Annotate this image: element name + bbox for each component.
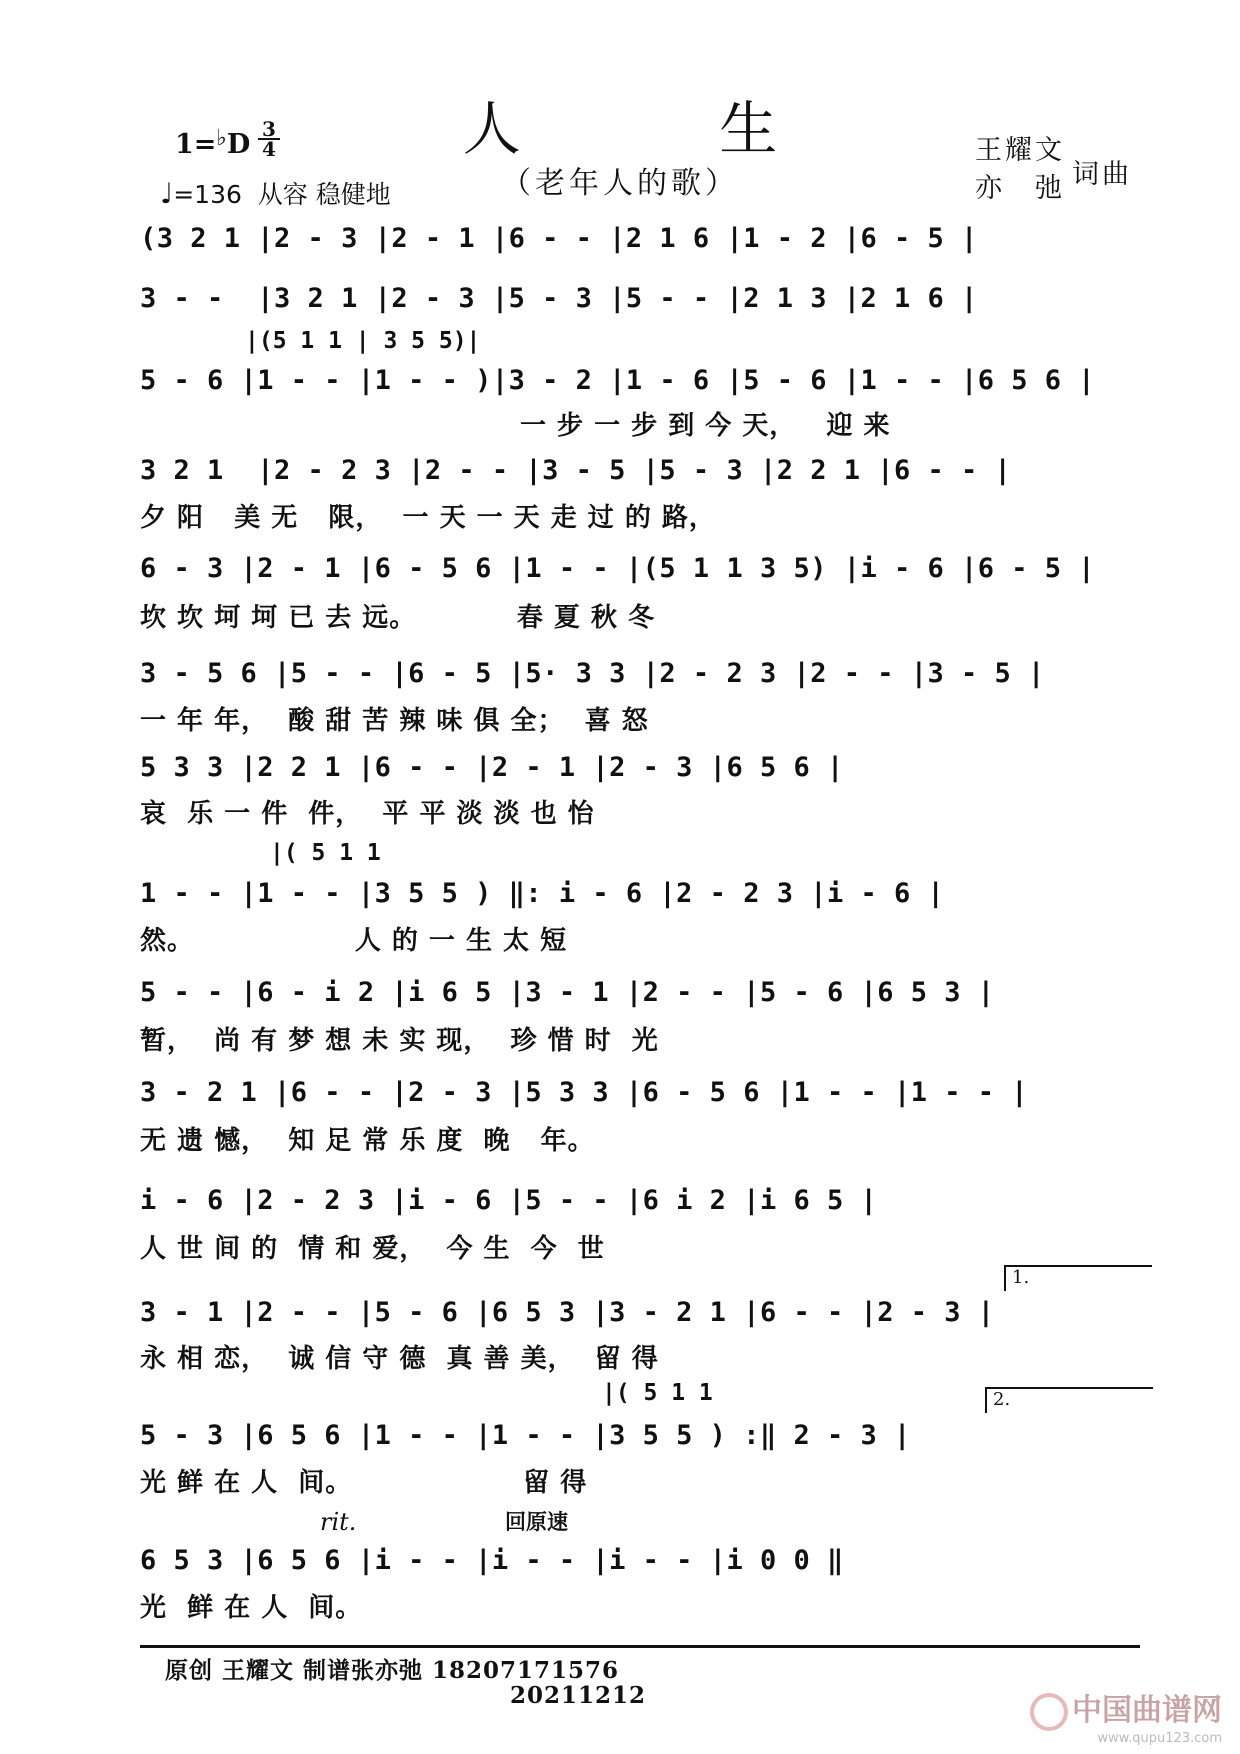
tempo-marking bbox=[160, 175, 391, 211]
score-line-8-lyrics: 然。 人 的 一 生 太 短 bbox=[140, 926, 568, 956]
score-line-13-notes: 5 - 3 |6 5 6 |1 - - |1 - - |3 5 5 ) :‖ 2 - 3 | bbox=[140, 1420, 911, 1451]
score-line-10-lyrics: 无 遗 憾， 知 足 常 乐 度 晚 年。 bbox=[140, 1126, 595, 1156]
score-line-2-notes: 3 - - |3 2 1 |2 - 3 |5 - 3 |5 - - |2 1 3 |2 1 6 | bbox=[140, 283, 978, 314]
score-line-9-notes: 5 - - |6 - i 2 |i 6 5 |3 - 1 |2 - - |5 - 6 |6 5 3 | bbox=[140, 977, 995, 1008]
key-signature bbox=[175, 126, 250, 160]
score-line-6-lyrics: 一 年 年， 酸 甜 苦 辣 味 俱 全； 喜 怒 bbox=[140, 706, 649, 736]
score-line-7-notes: 5 3 3 |2 2 1 |6 - - |2 - 1 |2 - 3 |6 5 6 | bbox=[140, 752, 844, 783]
watermark-brand: 中国曲谱网 bbox=[1072, 1693, 1222, 1728]
score-line-4-lyrics: 夕 阳 美 无 限， 一 天 一 天 走 过 的 路， bbox=[140, 503, 716, 533]
time-signature-bottom: 4 bbox=[258, 138, 280, 158]
volta-second-ending: 2. bbox=[985, 1387, 1153, 1413]
flat-icon: ♭ bbox=[216, 126, 227, 151]
score-line-11-notes: i - 6 |2 - 2 3 |i - 6 |5 - - |6 i 2 |i 6 5 | bbox=[140, 1185, 878, 1216]
tempo-value: =136 bbox=[173, 180, 242, 209]
footer-date: 20211212 bbox=[510, 1682, 647, 1709]
score-line-5-lyrics: 坎 坎 坷 坷 已 去 远。 春 夏 秋 冬 bbox=[140, 603, 655, 633]
score-line-8-intro: |( 5 1 1 bbox=[270, 840, 381, 866]
score-line-13-lyrics: 光 鲜 在 人 间。 留 得 bbox=[140, 1468, 588, 1498]
score-line-13-intro: |( 5 1 1 bbox=[602, 1380, 713, 1406]
score-line-10-notes: 3 - 2 1 |6 - - |2 - 3 |5 3 3 |6 - 5 6 |1 - - |1 - - | bbox=[140, 1077, 1029, 1108]
song-subtitle: （老年人的歌） bbox=[501, 166, 739, 201]
time-signature bbox=[258, 117, 280, 161]
score-line-11-lyrics: 人 世 间 的 情 和 爱， 今 生 今 世 bbox=[140, 1234, 605, 1264]
score-line-5-notes: 6 - 3 |2 - 1 |6 - 5 6 |1 - - |(5 1 1 3 5) |i - 6 |6 - 5 | bbox=[140, 553, 1096, 584]
score-line-9-lyrics: 暂， 尚 有 梦 想 未 实 现， 珍 惜 时 光 bbox=[140, 1026, 659, 1056]
score-line-14-notes: 6 5 3 |6 5 6 |i - - |i - - |i - - |i 0 0 ‖ bbox=[140, 1545, 844, 1576]
score-line-3-lyrics: 一 步 一 步 到 今 天， 迎 来 bbox=[520, 411, 891, 441]
score-line-8-notes: 1 - - |1 - - |3 5 5 ) ‖: i - 6 |2 - 2 3 |i - 6 | bbox=[140, 878, 945, 909]
score-line-14-lyrics: 光 鲜 在 人 间。 bbox=[140, 1593, 363, 1623]
score-line-4-notes: 3 2 1 |2 - 2 3 |2 - - |3 - 5 |5 - 3 |2 2 1 |6 - - | bbox=[140, 455, 1012, 486]
site-watermark bbox=[1030, 1685, 1222, 1746]
volta-first-ending: 1. bbox=[1004, 1265, 1152, 1291]
a-tempo-marking: 回原速 bbox=[505, 1509, 568, 1534]
authors bbox=[975, 132, 1065, 208]
author-composer: 亦 弛 bbox=[975, 173, 1065, 204]
key-prefix: 1= bbox=[175, 129, 217, 160]
expression-marking: 从容 稳健地 bbox=[257, 180, 391, 209]
watermark-url: www.qupu123.com bbox=[1097, 1731, 1222, 1746]
quarter-note-icon: ♩ bbox=[160, 177, 174, 210]
score-line-3-intro: |(5 1 1 | 3 5 5)| bbox=[245, 328, 481, 354]
footer-rule bbox=[140, 1645, 1140, 1648]
score-line-6-notes: 3 - 5 6 |5 - - |6 - 5 |5· 3 3 |2 - 2 3 |2 - - |3 - 5 | bbox=[140, 658, 1045, 689]
score-line-12-lyrics: 永 相 恋， 诚 信 守 德 真 善 美， 留 得 bbox=[140, 1344, 659, 1374]
score-line-1-notes: (3 2 1 |2 - 3 |2 - 1 |6 - - |2 1 6 |1 - 2 |6 - 5 | bbox=[140, 223, 978, 254]
time-signature-top: 3 bbox=[262, 117, 276, 141]
author-lyricist: 王耀文 bbox=[975, 135, 1065, 166]
footer-credit: 原创 王耀文 制谱张亦弛 18207171576 bbox=[165, 1657, 620, 1684]
song-title: 人 生 bbox=[462, 95, 868, 163]
key-note: D bbox=[226, 129, 251, 160]
author-role: 词曲 bbox=[1072, 159, 1132, 190]
score-line-12-notes: 3 - 1 |2 - - |5 - 6 |6 5 3 |3 - 2 1 |6 - - |2 - 3 | bbox=[140, 1297, 995, 1328]
score-line-3-notes: 5 - 6 |1 - - |1 - - )|3 - 2 |1 - 6 |5 - 6 |1 - - |6 5 6 | bbox=[140, 365, 1096, 396]
ritardando-marking: rit. bbox=[320, 1508, 357, 1536]
score-line-7-lyrics: 哀 乐 一 件 件， 平 平 淡 淡 也 怡 bbox=[140, 799, 595, 829]
site-logo-icon bbox=[1030, 1693, 1068, 1731]
